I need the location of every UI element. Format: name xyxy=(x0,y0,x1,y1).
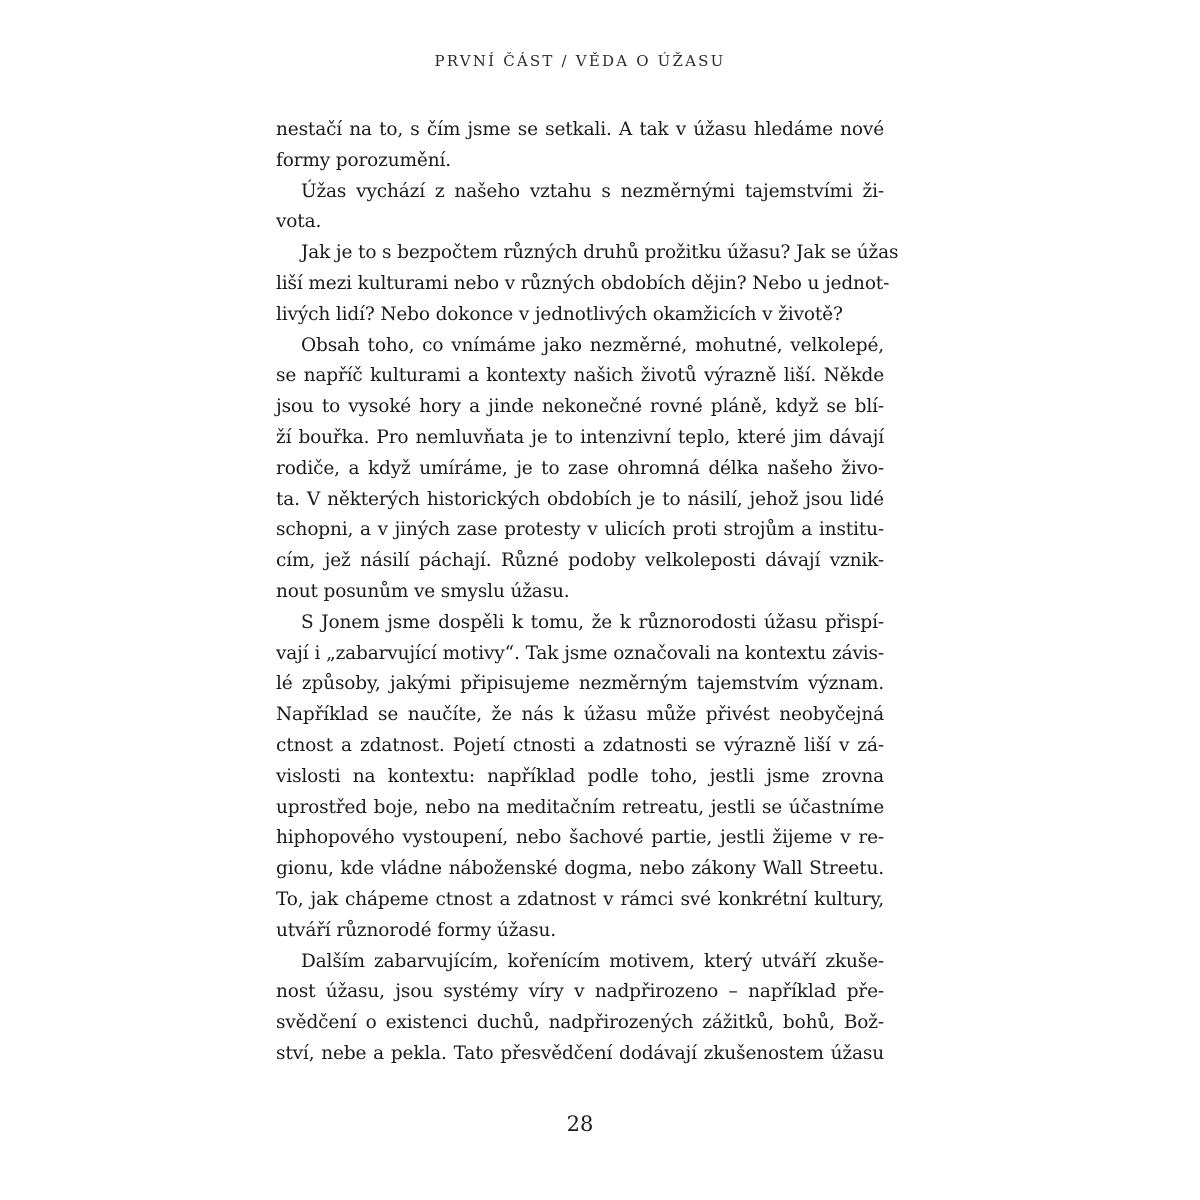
text-line: hiphopového vystoupení, nebo šachové partie, jestli žijeme v re- xyxy=(276,827,884,849)
text-line: liší mezi kulturami nebo v různých obdobích dějin? Nebo u jednot- xyxy=(276,272,890,294)
text-line: cím, jež násilí páchají. Různé podoby velkoleposti dávají vznik- xyxy=(276,550,884,572)
text-line: vislosti na kontextu: například podle toho, jestli jsme zrovna xyxy=(276,765,884,787)
text-line: nestačí na to, s čím jsme se setkali. A tak v úžasu hledáme nové xyxy=(276,119,884,140)
page-number: 28 xyxy=(566,1112,594,1136)
text-line: ží bouřka. Pro nemluvňata je to intenzivní teplo, které jim dávají xyxy=(276,426,884,448)
text-line: Obsah toho, co vnímáme jako nezměrné, mohutné, velkolepé, xyxy=(301,334,884,356)
text-line: gionu, kde vládne náboženské dogma, nebo zákony Wall Streetu. xyxy=(276,858,884,880)
text-line: formy porozumění. xyxy=(276,149,451,171)
text-line: ta. V některých historických obdobích je to násilí, jehož jsou lidé xyxy=(276,488,884,510)
text-line: vota. xyxy=(276,211,322,233)
text-block xyxy=(276,115,899,1070)
text-line: livých lidí? Nebo dokonce v jednotlivých okamžicích v životě? xyxy=(276,303,843,325)
text-line: jsou to vysoké hory a jinde nekonečné rovné pláně, když se blí- xyxy=(276,396,884,418)
text-line: Jak je to s bezpočtem různých druhů prožitku úžasu? Jak se úžas xyxy=(301,242,899,264)
text-line: se napříč kulturami a kontexty našich životů výrazně liší. Někde xyxy=(276,365,884,387)
text-line: schopni, a v jiných zase protesty v ulicích proti strojům a institu- xyxy=(276,519,884,541)
text-line: ství, nebe a pekla. Tato přesvědčení dodávají zkušenostem úžasu xyxy=(276,1042,884,1064)
text-line: svědčení o existenci duchů, nadpřirozených zážitků, bohů, Bož- xyxy=(276,1012,884,1034)
text-line: To, jak chápeme ctnost a zdatnost v rámci své konkrétní kultury, xyxy=(276,888,884,910)
running-head: PRVNÍ ČÁST / VĚDA O ÚŽASU xyxy=(434,52,726,70)
text-line: nost úžasu, jsou systémy víry v nadpřirozeno – například pře- xyxy=(276,981,884,1003)
text-line: Například se naučíte, že nás k úžasu může přivést neobyčejná xyxy=(276,704,884,726)
text-line: S Jonem jsme dospěli k tomu, že k různorodosti úžasu přispí- xyxy=(301,611,884,633)
text-line: utváří různorodé formy úžasu. xyxy=(276,919,557,941)
text-line: ctnost a zdatnost. Pojetí ctnosti a zdatnosti se výrazně liší v zá- xyxy=(276,734,884,756)
text-line: uprostřed boje, nebo na meditačním retreatu, jestli se účastníme xyxy=(276,796,884,818)
text-line: vají i „zabarvující motivy“. Tak jsme označovali na kontextu závis- xyxy=(276,642,884,664)
text-line: Dalším zabarvujícím, kořenícím motivem, který utváří zkuše- xyxy=(301,950,884,972)
text-line: Úžas vychází z našeho vztahu s nezměrnými tajemstvími ži- xyxy=(301,180,884,202)
text-line: lé způsoby, jakými připisujeme nezměrným tajemstvím význam. xyxy=(276,673,884,695)
text-line: nout posunům ve smyslu úžasu. xyxy=(276,580,570,602)
text-line: rodiče, a když umíráme, je to zase ohromná délka našeho živo- xyxy=(276,457,884,479)
